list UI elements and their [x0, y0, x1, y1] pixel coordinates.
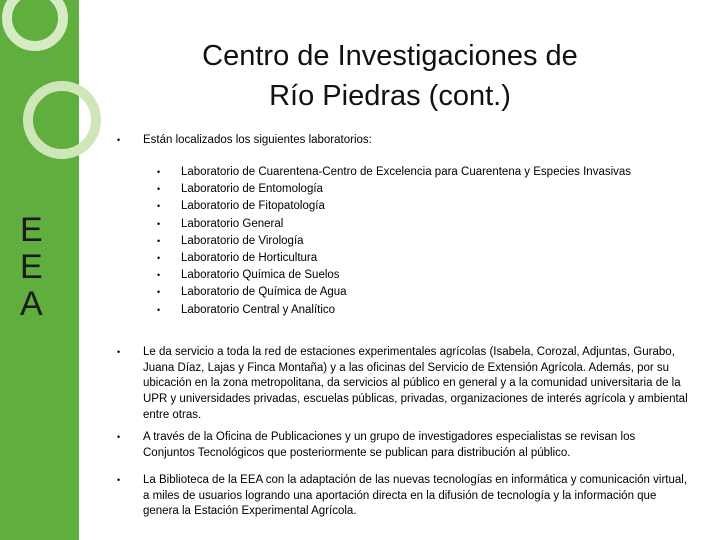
paragraph-text: La Biblioteca de la EEA con la adaptación de las nuevas tecnologías en informática y comunicación virtual, a miles de usuarios logrando una aportación directa en la difusión de tecnología y la información que genera la Estación Experimental Agrícola.	[143, 474, 688, 518]
bullet-dot: •	[157, 167, 161, 177]
lab-name: Laboratorio Central y Analítico	[181, 303, 336, 316]
sidebar-band	[0, 0, 79, 540]
bullet-dot: •	[117, 475, 121, 485]
title-line-2: Río Piedras (cont.)	[269, 80, 511, 112]
bullet-dot: •	[157, 201, 161, 212]
lab-name: Laboratorio General	[181, 217, 284, 230]
lab-name: Laboratorio Química de Suelos	[181, 269, 340, 282]
bullet-dot: •	[157, 304, 161, 315]
sidebar-letter: A	[20, 285, 43, 323]
lab-name: Laboratorio de Cuarentena-Centro de Excelencia para Cuarentena y Especies Invasivas	[181, 166, 632, 178]
bullet-dot: •	[157, 184, 161, 195]
bullet-dot: •	[157, 252, 161, 263]
paragraph-text: A través de la Oficina de Publicaciones y un grupo de investigadores especialistas se revisan los Conjuntos Tecnológicos que posteriormente se publican para distribución al público.	[143, 431, 636, 459]
slide-title	[130, 36, 650, 116]
sidebar-letters	[20, 212, 56, 323]
bullet-dot: •	[117, 432, 121, 442]
bullet-dot: •	[157, 287, 161, 298]
lab-name: Laboratorio de Horticultura	[181, 251, 318, 264]
bullet-dot: •	[157, 270, 161, 281]
title-line-1: Centro de Investigaciones de	[202, 40, 578, 72]
sidebar-letter: E	[20, 211, 43, 249]
lab-name: Laboratorio de Fitopatología	[181, 200, 325, 213]
bullet-dot: •	[157, 218, 161, 229]
sidebar-letter: E	[20, 248, 43, 286]
bullet-dot: •	[117, 347, 121, 357]
lab-name: Laboratorio de Entomología	[181, 183, 323, 196]
bullet-dot: •	[157, 235, 161, 246]
paragraph-text: Le da servicio a toda la red de estaciones experimentales agrícolas (Isabela, Corozal, Adjuntas, Gurabo, Juana Díaz, Lajas y Finca Montaña) y a las oficinas del Servicio de Extensión Agrícola. Además, por su ubicación en la zona metropolitana, da servicios al público en general y a la comunidad universitaria de la UPR y universidades privadas, escuelas públicas, privadas, organizaciones de interés agrícola y ambiental entre otras.	[143, 346, 688, 421]
ring-top	[7, 0, 63, 46]
lab-name: Laboratorio de Química de Agua	[181, 286, 347, 299]
ring-middle	[28, 86, 96, 154]
lab-name: Laboratorio de Virología	[181, 234, 304, 247]
bullet-dot: •	[117, 135, 121, 145]
intro-text: Están localizados los siguientes laboratorios:	[143, 134, 372, 146]
